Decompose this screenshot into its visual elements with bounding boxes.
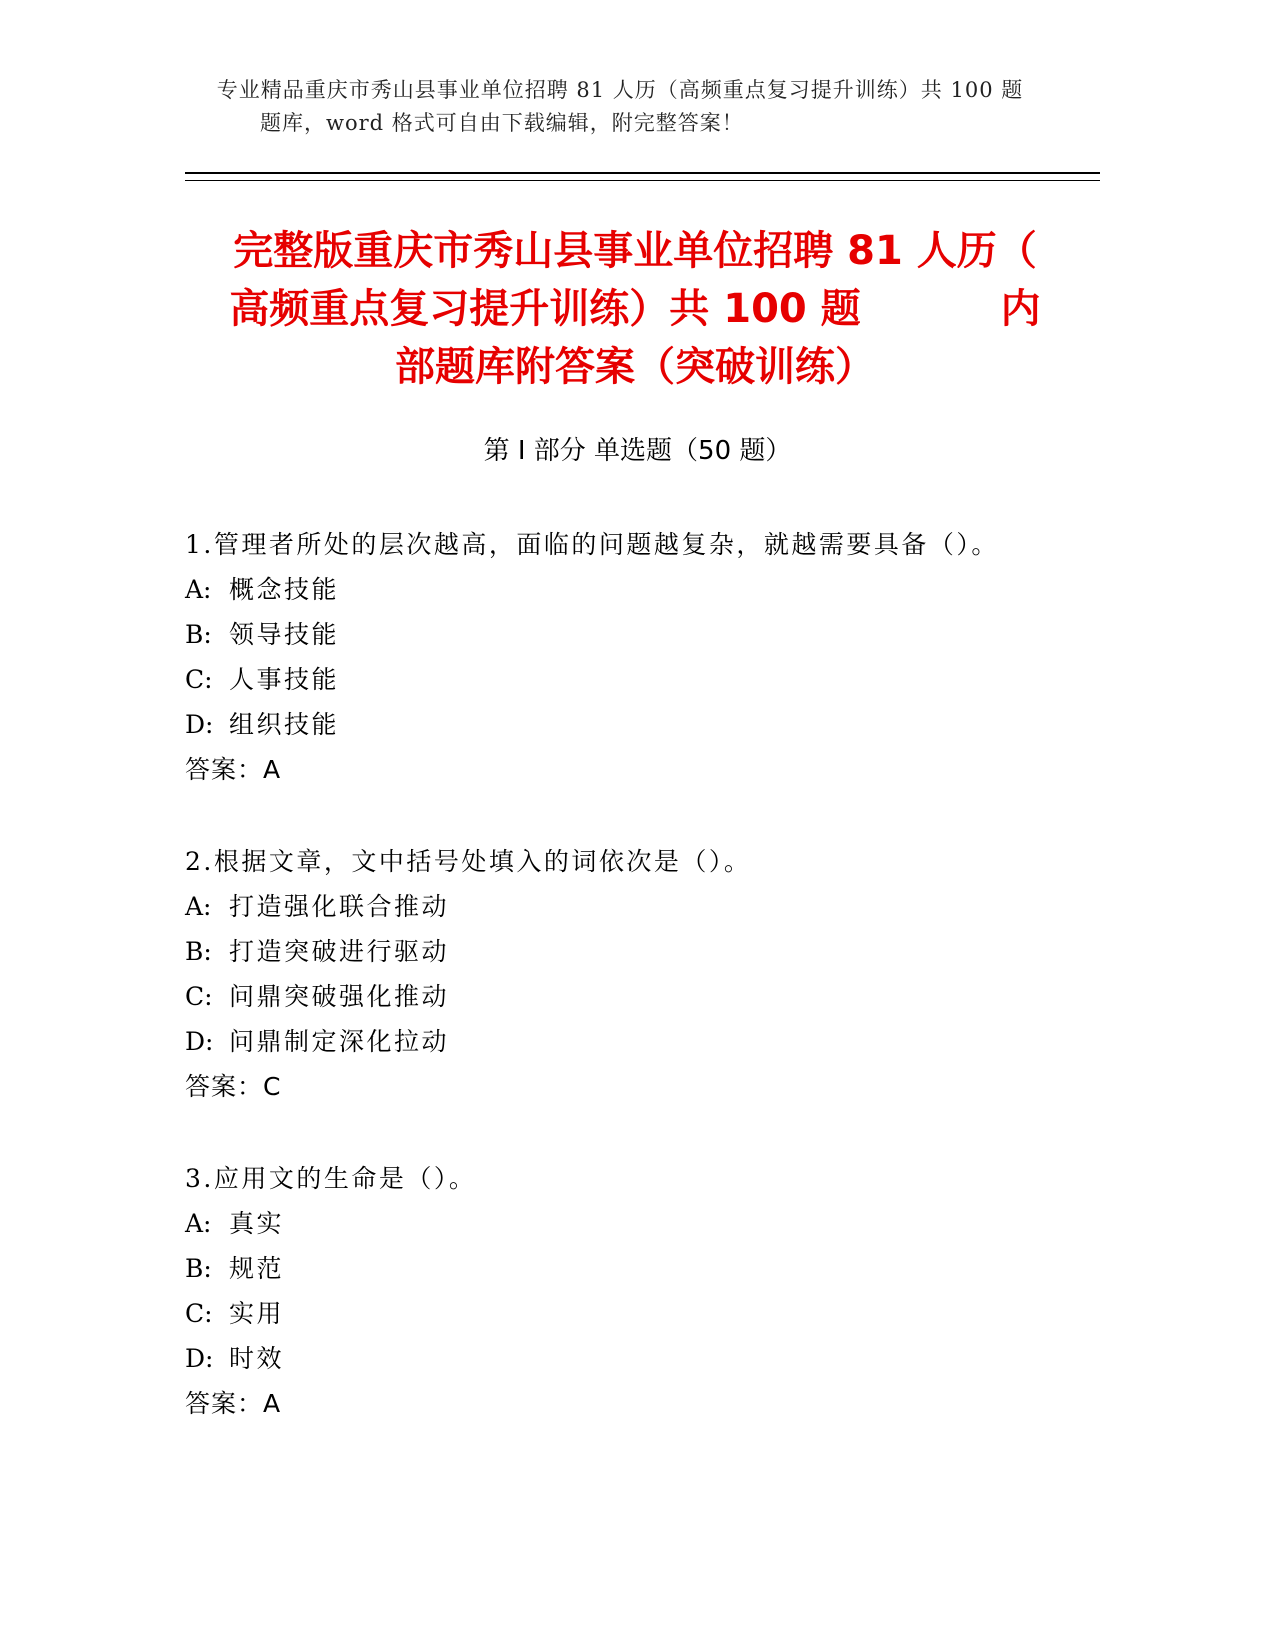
title-line-2-main: 高频重点复习提升训练）共 100 题	[229, 286, 861, 332]
option-c	[185, 657, 1085, 702]
section-heading: 第 I 部分 单选题（50 题）	[483, 436, 792, 466]
option-b	[185, 612, 1085, 657]
title-line-3: 部题库附答案（突破训练）	[395, 344, 875, 390]
option-text: 问鼎突破强化推动	[229, 982, 450, 1011]
option-a	[185, 1201, 1085, 1246]
option-letter: B:	[185, 620, 212, 649]
header-note-line-2: 题库，word 格式可自由下载编辑，附完整答案！	[260, 111, 744, 135]
option-text: 问鼎制定深化拉动	[229, 1027, 450, 1056]
document-header-note	[150, 74, 1090, 140]
option-b	[185, 929, 1085, 974]
option-text: 打造突破进行驱动	[229, 937, 450, 966]
question-1	[185, 522, 1085, 792]
option-text: 人事技能	[229, 665, 340, 694]
option-text: 时效	[229, 1344, 285, 1373]
header-divider-thin	[185, 180, 1100, 181]
option-letter: A:	[185, 1209, 212, 1238]
option-letter: C:	[185, 982, 213, 1011]
option-d	[185, 1019, 1085, 1064]
option-letter: D:	[185, 1027, 214, 1056]
option-letter: B:	[185, 1254, 212, 1283]
option-c	[185, 1291, 1085, 1336]
title-line-2	[150, 280, 1120, 338]
option-text: 组织技能	[229, 710, 340, 739]
option-letter: C:	[185, 665, 213, 694]
question-list	[185, 522, 1085, 1473]
option-text: 真实	[229, 1209, 285, 1238]
option-letter: D:	[185, 1344, 214, 1373]
question-3	[185, 1156, 1085, 1426]
option-letter: D:	[185, 710, 214, 739]
question-stem: 1.管理者所处的层次越高，面临的问题越复杂，就越需要具备（）。	[185, 530, 999, 559]
answer-line: 答案：C	[185, 1072, 282, 1101]
option-d	[185, 1336, 1085, 1381]
option-d	[185, 702, 1085, 747]
title-line-2-tail: 内	[1000, 286, 1041, 332]
header-divider-thick	[185, 172, 1100, 174]
option-c	[185, 974, 1085, 1019]
document-title	[150, 222, 1120, 396]
option-letter: C:	[185, 1299, 213, 1328]
question-2	[185, 839, 1085, 1109]
option-letter: A:	[185, 892, 212, 921]
question-stem: 2.根据文章，文中括号处填入的词依次是（）。	[185, 847, 752, 876]
option-a	[185, 567, 1085, 612]
title-line-1: 完整版重庆市秀山县事业单位招聘 81 人历（	[233, 228, 1037, 274]
answer-line: 答案：A	[185, 1389, 282, 1418]
header-note-line-1: 专业精品重庆市秀山县事业单位招聘 81 人历（高频重点复习提升训练）共 100 题	[216, 78, 1024, 102]
option-text: 实用	[229, 1299, 285, 1328]
answer-line: 答案：A	[185, 755, 282, 784]
option-letter: B:	[185, 937, 212, 966]
option-b	[185, 1246, 1085, 1291]
option-text: 领导技能	[229, 620, 340, 649]
option-a	[185, 884, 1085, 929]
option-text: 打造强化联合推动	[229, 892, 450, 921]
option-text: 规范	[229, 1254, 285, 1283]
option-text: 概念技能	[229, 575, 340, 604]
question-stem: 3.应用文的生命是（）。	[185, 1164, 477, 1193]
option-letter: A:	[185, 575, 212, 604]
